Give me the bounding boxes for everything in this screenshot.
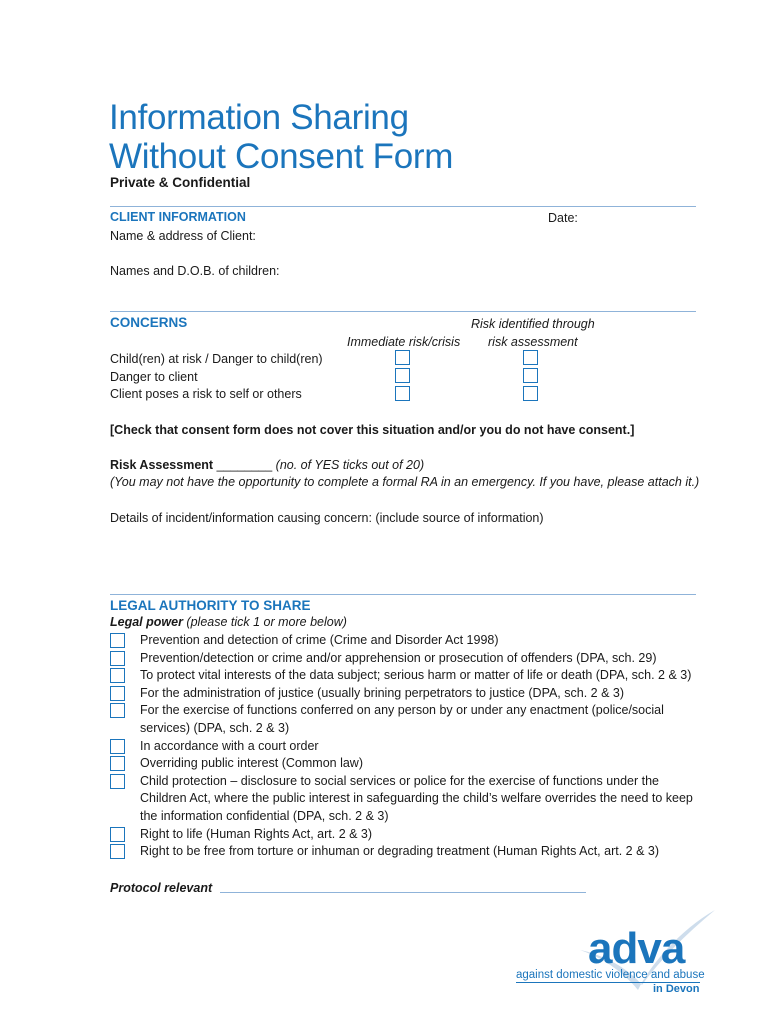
concern-row-label: Danger to client [110, 370, 198, 384]
divider [110, 311, 696, 312]
legal-power-item [110, 702, 710, 737]
legal-authority-heading: LEGAL AUTHORITY TO SHARE [110, 598, 311, 613]
immediate-risk-column-header: Immediate risk/crisis [347, 335, 461, 349]
legal-power-text: To protect vital interests of the data subject; serious harm or matter of life or death (DPA, sch. 2 & 3) [140, 668, 692, 683]
concern-row-label: Child(ren) at risk / Danger to child(ren) [110, 352, 323, 366]
legal-power-text: Prevention and detection of crime (Crime and Disorder Act 1998) [140, 633, 499, 647]
legal-power-checkbox[interactable] [110, 668, 125, 683]
protocol-relevant-label: Protocol relevant [110, 881, 213, 895]
risk-assessment-blank[interactable]: ________ [216, 458, 273, 472]
adva-logo-region: in Devon [653, 983, 700, 995]
legal-power-checkbox[interactable] [110, 756, 125, 771]
risk-assessment-note: (no. of YES ticks out of 20) [275, 458, 425, 472]
immediate-risk-checkbox-children[interactable] [395, 350, 410, 365]
legal-power-text-continued: the information confidential (DPA, sch. 2 & 3) [140, 808, 389, 823]
legal-power-item [110, 843, 710, 861]
protocol-relevant-input[interactable] [220, 892, 586, 893]
legal-power-item [110, 826, 710, 844]
legal-power-text: In accordance with a court order [140, 738, 319, 753]
risk-assessment-checkbox-client[interactable] [523, 368, 538, 383]
legal-power-text: Child protection – disclosure to social services or police for the exercise of functions under the [140, 773, 660, 788]
legal-power-checkbox[interactable] [110, 844, 125, 859]
legal-power-text-continued: Children Act, where the public interest in safeguarding the child’s welfare overrides the need to keep [140, 791, 693, 806]
consent-check-note: [Check that consent form does not cover this situation and/or you do not have consent.] [110, 423, 635, 437]
form-title [109, 98, 453, 176]
risk-assessment-line [110, 458, 424, 472]
risk-assessment-checkbox-children[interactable] [523, 350, 538, 365]
legal-power-item [110, 650, 710, 668]
adva-logo-wordmark: adva [588, 924, 685, 973]
subtitle: Private & Confidential [110, 175, 251, 190]
client-info-heading: CLIENT INFORMATION [110, 210, 246, 224]
client-name-label: Name & address of Client: [110, 229, 256, 243]
legal-power-text: For the exercise of functions conferred on any person by or under any enactment (police/social [140, 703, 664, 718]
legal-power-checkbox[interactable] [110, 633, 125, 648]
divider [110, 594, 696, 595]
legal-power-text: Prevention/detection or crime and/or apprehension or prosecution of offenders (DPA, sch. 29) [140, 650, 657, 665]
legal-power-text-continued: services) (DPA, sch. 2 & 3) [140, 720, 290, 735]
immediate-risk-checkbox-client[interactable] [395, 368, 410, 383]
legal-power-note: (please tick 1 or more below) [186, 615, 347, 629]
legal-power-text: Right to be free from torture or inhuman or degrading treatment (Human Rights Act, art. 2 & 3) [140, 844, 659, 859]
risk-assessment-checkbox-self[interactable] [523, 386, 538, 401]
legal-power-item [110, 667, 710, 685]
risk-assessment-opportunity-note: (You may not have the opportunity to complete a formal RA in an emergency. If you have, please attach it.) [110, 475, 700, 489]
concern-row-label: Client poses a risk to self or others [110, 387, 302, 401]
legal-power-item [110, 632, 710, 650]
legal-power-line [110, 615, 347, 629]
risk-assessment-label: Risk Assessment [110, 458, 214, 472]
legal-power-item [110, 773, 710, 826]
form-title-line-2: Without Consent Form [109, 137, 454, 176]
legal-power-checkbox[interactable] [110, 651, 125, 666]
legal-power-list [110, 632, 710, 861]
legal-power-checkbox[interactable] [110, 739, 125, 754]
legal-power-checkbox[interactable] [110, 774, 125, 789]
legal-power-text: Right to life (Human Rights Act, art. 2 & 3) [140, 826, 373, 841]
concerns-heading: CONCERNS [110, 315, 188, 330]
divider [110, 206, 696, 207]
incident-details-label: Details of incident/information causing concern: (include source of information) [110, 511, 544, 525]
legal-power-item [110, 738, 710, 756]
date-label: Date: [548, 211, 578, 225]
legal-power-item [110, 685, 710, 703]
children-label: Names and D.O.B. of children: [110, 264, 280, 278]
legal-power-checkbox[interactable] [110, 827, 125, 842]
legal-power-label: Legal power [110, 615, 183, 629]
adva-logo-tagline: against domestic violence and abuse [516, 969, 705, 981]
risk-assessment-column-header: Risk identified through [471, 317, 595, 331]
immediate-risk-checkbox-self[interactable] [395, 386, 410, 401]
risk-assessment-column-header-2: risk assessment [488, 335, 578, 349]
legal-power-text: Overriding public interest (Common law) [140, 756, 363, 771]
legal-power-item [110, 755, 710, 773]
legal-power-checkbox[interactable] [110, 686, 125, 701]
form-title-line-1: Information Sharing [109, 98, 409, 137]
legal-power-checkbox[interactable] [110, 703, 125, 718]
legal-power-text: For the administration of justice (usually brining perpetrators to justice (DPA, sch. 2 & 3) [140, 685, 625, 700]
